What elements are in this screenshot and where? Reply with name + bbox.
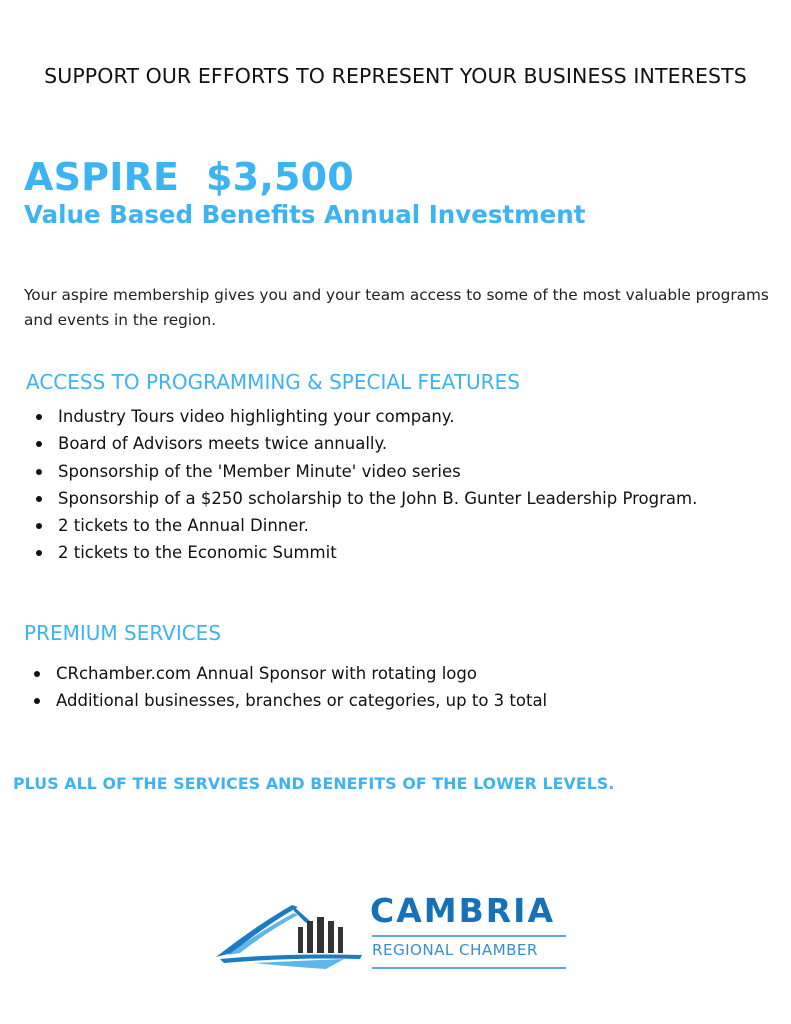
chamber-logo	[214, 893, 574, 973]
logo-divider	[372, 967, 566, 969]
tier-subtitle: Value Based Benefits Annual Investment	[24, 200, 586, 229]
list-item: Industry Tours video highlighting your company.	[34, 403, 697, 430]
list-item: Board of Advisors meets twice annually.	[34, 430, 697, 457]
chamber-logo-mark-icon	[214, 897, 364, 971]
access-list	[34, 403, 697, 567]
list-item: 2 tickets to the Economic Summit	[34, 539, 697, 566]
lower-levels-note: PLUS ALL OF THE SERVICES AND BENEFITS OF THE LOWER LEVELS.	[13, 774, 615, 793]
list-item: 2 tickets to the Annual Dinner.	[34, 512, 697, 539]
list-item: Additional businesses, branches or categories, up to 3 total	[32, 687, 547, 714]
access-section-heading: ACCESS TO PROGRAMMING & SPECIAL FEATURES	[26, 370, 520, 394]
chamber-logo-subtitle: REGIONAL CHAMBER	[372, 941, 538, 959]
page-heading: SUPPORT OUR EFFORTS TO REPRESENT YOUR BUSINESS INTERESTS	[44, 64, 747, 88]
premium-section-heading: PREMIUM SERVICES	[24, 621, 222, 645]
logo-divider	[372, 935, 566, 937]
premium-list	[32, 660, 547, 715]
intro-paragraph: Your aspire membership gives you and your team access to some of the most valuable programs and events in the region.	[24, 286, 769, 329]
chamber-logo-name: CAMBRIA	[370, 891, 555, 930]
tier-name-price: ASPIRE $3,500	[24, 155, 354, 199]
list-item: Sponsorship of the 'Member Minute' video series	[34, 458, 697, 485]
list-item: Sponsorship of a $250 scholarship to the John B. Gunter Leadership Program.	[34, 485, 697, 512]
list-item: CRchamber.com Annual Sponsor with rotating logo	[32, 660, 547, 687]
